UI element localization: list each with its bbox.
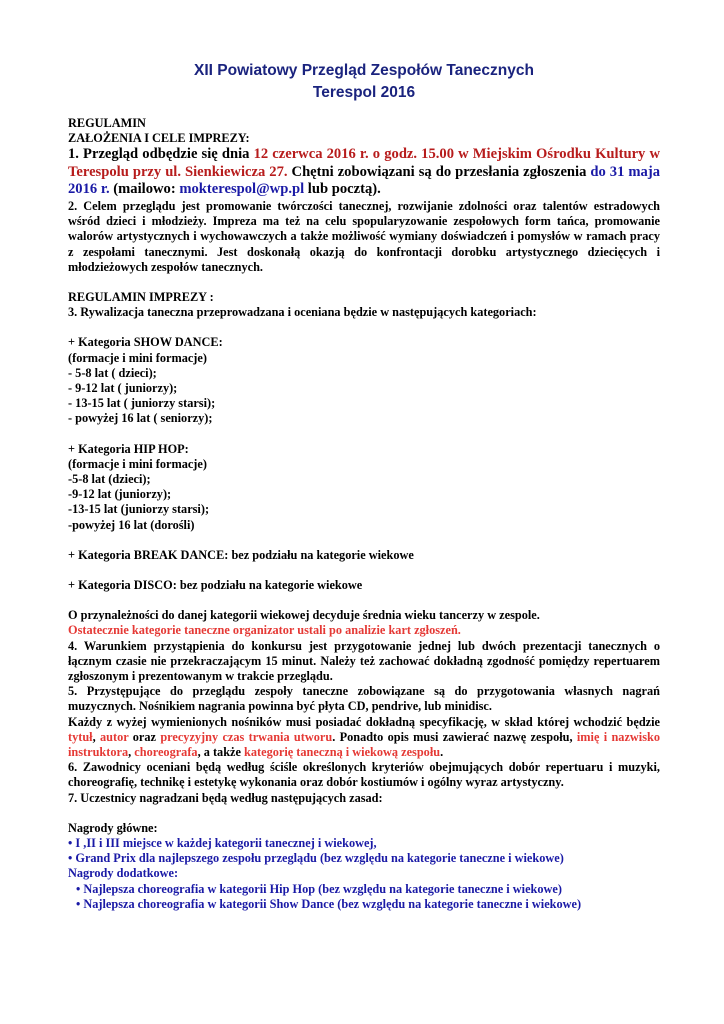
point-4: 4. Warunkiem przystąpienia do konkursu jest przygotowanie jednej lub dwóch prezentacji tanecznych o łącznym czasie nie przekraczającym 15 minut. Należy też zachować dokładną zgodność pomiędzy repertuarem zgłoszonym i prezentowanym w trakcie przeglądu. (68, 638, 660, 683)
extra-prizes-heading: Nagrody dodatkowe: (68, 866, 179, 881)
final-categories-note: Ostatecznie kategorie taneczne organizator ustali po analizie kart zgłoszeń. (68, 623, 461, 638)
disco-category: + Kategoria DISCO: bez podziału na kategorie wiekowe (68, 577, 363, 592)
list-item: -5-8 lat (dzieci); (68, 471, 151, 486)
list-item: -powyżej 16 lat (dorośli) (68, 517, 195, 532)
zalozenia-heading: ZAŁOŻENIA I CELE IMPREZY: (68, 131, 250, 146)
hip-hop-category (68, 442, 660, 533)
point-3: 3. Rywalizacja taneczna przeprowadzana i oceniana będzie w następujących kategoriach: (68, 305, 537, 320)
list-item: -9-12 lat (juniorzy); (68, 487, 172, 502)
break-dance-category: + Kategoria BREAK DANCE: bez podziału na kategorie wiekowe (68, 547, 414, 562)
list-item: - 9-12 lat ( juniorzy); (68, 380, 178, 395)
list-item: • Najlepsza choreografia w kategorii Show Dance (bez względu na kategorie taneczne i wiekowe) (76, 896, 582, 911)
list-item: • I ,II i III miejsce w każdej kategorii tanecznej i wiekowej, (68, 836, 377, 851)
main-prizes-heading: Nagrody główne: (68, 820, 158, 835)
title-line-2: Terespol 2016 (312, 84, 416, 101)
point-7: 7. Uczestnicy nagradzani będą według następujących zasad: (68, 790, 383, 805)
list-item: - 5-8 lat ( dzieci); (68, 365, 157, 380)
show-dance-category (68, 335, 660, 426)
list-item: + Kategoria HIP HOP: (68, 441, 189, 456)
list-item: - 13-15 lat ( juniorzy starsi); (68, 396, 216, 411)
list-item: -13-15 lat (juniorzy starsi); (68, 502, 210, 517)
title-line-1: XII Powiatowy Przegląd Zespołów Tanecznych (194, 62, 534, 79)
list-item: + Kategoria SHOW DANCE: (68, 335, 223, 350)
list-item: • Grand Prix dla najlepszego zespołu przeglądu (bez względu na kategorie taneczne i wiekowe) (68, 851, 564, 866)
list-item: (formacje i mini formacje) (68, 456, 207, 471)
list-item: • Najlepsza choreografia w kategorii Hip Hop (bez względu na kategorie taneczne i wiekowe) (76, 881, 562, 896)
regulamin-heading: REGULAMIN (68, 116, 146, 130)
point-5-spec: Każdy z wyżej wymienionych nośników musi posiadać dokładną specyfikację, w skład której wchodzić będzie tytuł, autor oraz precyzyjny czas trwania utworu. Ponadto opis musi zawierać nazwę zespołu, imię i nazwisko instruktora, choreografa, a także kategorię taneczną i wiekową zespołu. (68, 714, 660, 759)
regulamin-imprezy-heading: REGULAMIN IMPREZY : (68, 289, 214, 304)
list-item: (formacje i mini formacje) (68, 350, 207, 365)
age-category-note: O przynależności do danej kategorii wiekowej decyduje średnia wieku tancerzy w zespole. (68, 608, 540, 623)
list-item: - powyżej 16 lat ( seniorzy); (68, 411, 213, 426)
point-6: 6. Zawodnicy oceniani będą według ściśle określonych kryteriów obejmujących dobór repertuaru i muzyki, choreografię, technikę i estetykę wykonania oraz dobór kostiumów i ogólny wyraz artystyczny. (68, 760, 660, 790)
point-2: 2. Celem przeglądu jest promowanie twórczości tanecznej, rozwijanie zdolności oraz talentów estradowych wśród dzieci i młodzieży. Impreza ma też na celu spopularyzowanie zespołowych form tańca, promowanie walorów artystycznych i wychowawczych a także możliwość wymiany doświadczeń i pomysłów w ramach pracy z zespołami tanecznymi. Jest doskonałą okazją do konfrontacji dorobku artystycznego dziecięcych i młodzieżowych zespołów tanecznych. (68, 198, 660, 274)
document-page (68, 60, 660, 912)
point-1: 1. Przegląd odbędzie się dnia 12 czerwca 2016 r. o godz. 15.00 w Miejskim Ośrodku Kultury w Terespolu przy ul. Sienkiewicza 27. Chętni zobowiązani są do przesłania zgłoszenia do 31 maja 2016 r. (mailowo: mokterespol@wp.pl lub pocztą). (68, 146, 661, 198)
point-5: 5. Przystępujące do przeglądu zespoły taneczne zobowiązane są do przygotowania własnych nagrań muzycznych. Nośnikiem nagrania powinna być płyta CD, pendrive, lub minidisc. (68, 684, 660, 714)
